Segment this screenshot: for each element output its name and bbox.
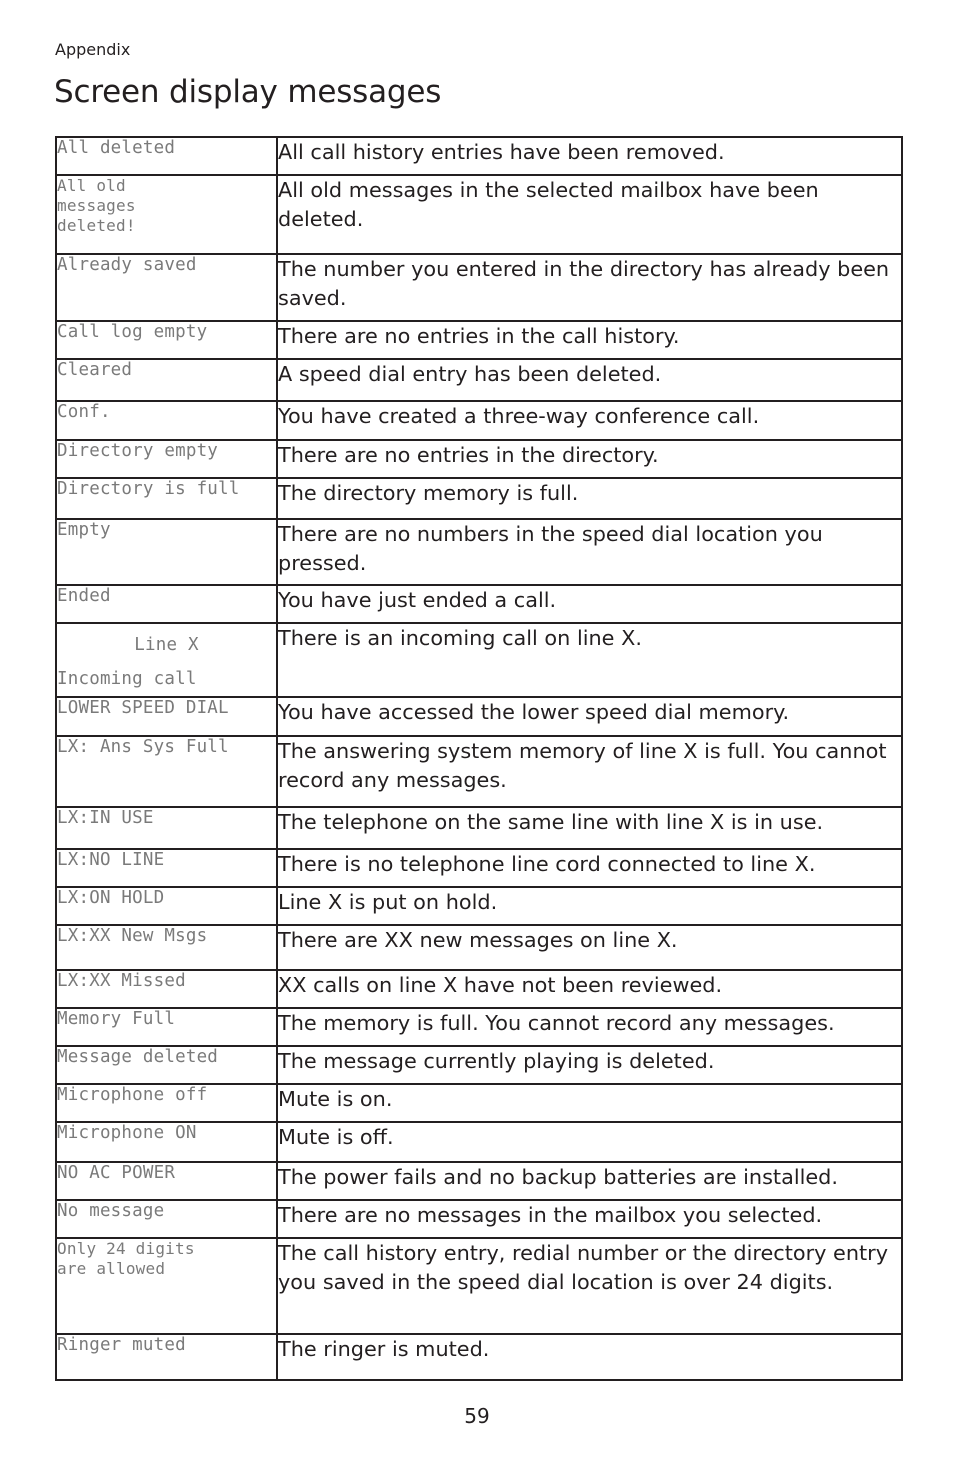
table-row (56, 623, 902, 697)
display-message: No message (56, 1200, 277, 1238)
display-message: LX:NO LINE (56, 849, 277, 887)
message-description: All old messages in the selected mailbox have been deleted. (277, 175, 902, 254)
table-row (56, 736, 902, 807)
section-label: Appendix (55, 40, 131, 59)
display-message: Empty (56, 519, 277, 585)
table-row (56, 440, 902, 478)
display-message: Conf. (56, 401, 277, 440)
message-description: XX calls on line X have not been reviewed. (277, 970, 902, 1008)
table-row (56, 175, 902, 254)
display-message: Only 24 digits are allowed (56, 1238, 277, 1334)
table-row (56, 321, 902, 359)
message-description: Mute is on. (277, 1084, 902, 1122)
display-message: LX: Ans Sys Full (56, 736, 277, 807)
display-message: LX:IN USE (56, 807, 277, 849)
message-description: The directory memory is full. (277, 478, 902, 519)
message-description: The number you entered in the directory has already been saved. (277, 254, 902, 321)
display-message: LX:ON HOLD (56, 887, 277, 925)
message-description: Line X is put on hold. (277, 887, 902, 925)
display-message: LX:XX Missed (56, 970, 277, 1008)
message-description: There are no messages in the mailbox you selected. (277, 1200, 902, 1238)
table-row (56, 401, 902, 440)
table-row (56, 1238, 902, 1334)
page-number: 59 (464, 1404, 490, 1428)
display-message: Ringer muted (56, 1334, 277, 1380)
display-message: Cleared (56, 359, 277, 401)
message-description: The answering system memory of line X is full. You cannot record any messages. (277, 736, 902, 807)
message-description: The call history entry, redial number or the directory entry you saved in the speed dial location is over 24 digits. (277, 1238, 902, 1334)
messages-table (55, 136, 903, 1381)
display-message-line: Incoming call (57, 669, 197, 689)
table-row (56, 1046, 902, 1084)
message-description: The memory is full. You cannot record any messages. (277, 1008, 902, 1046)
table-row (56, 585, 902, 623)
display-message: All old messages deleted! (56, 175, 277, 254)
table-row (56, 1334, 902, 1380)
message-description: There is an incoming call on line X. (277, 623, 902, 697)
message-description: The telephone on the same line with line X is in use. (277, 807, 902, 849)
message-description: All call history entries have been removed. (277, 137, 902, 175)
message-description: There is no telephone line cord connected to line X. (277, 849, 902, 887)
display-message: Memory Full (56, 1008, 277, 1046)
message-description: You have just ended a call. (277, 585, 902, 623)
display-message-line: Line X (134, 635, 199, 655)
page-title: Screen display messages (54, 74, 442, 110)
display-message: Directory is full (56, 478, 277, 519)
table-row (56, 807, 902, 849)
message-description: There are no entries in the directory. (277, 440, 902, 478)
message-description: You have accessed the lower speed dial memory. (277, 697, 902, 736)
display-message: Microphone off (56, 1084, 277, 1122)
message-description: There are no numbers in the speed dial location you pressed. (277, 519, 902, 585)
display-message: NO AC POWER (56, 1162, 277, 1200)
table-row (56, 1008, 902, 1046)
table-row (56, 849, 902, 887)
display-message: LX:XX New Msgs (56, 925, 277, 970)
message-description: A speed dial entry has been deleted. (277, 359, 902, 401)
table-row (56, 137, 902, 175)
table-row (56, 887, 902, 925)
table-row (56, 254, 902, 321)
table-row (56, 519, 902, 585)
table-row (56, 970, 902, 1008)
message-description: The message currently playing is deleted. (277, 1046, 902, 1084)
message-description: The power fails and no backup batteries are installed. (277, 1162, 902, 1200)
table-row (56, 1084, 902, 1122)
table-row (56, 1122, 902, 1162)
display-message: Already saved (56, 254, 277, 321)
table-row (56, 359, 902, 401)
table-row (56, 1200, 902, 1238)
display-message (56, 623, 277, 697)
display-message: Ended (56, 585, 277, 623)
message-description: There are no entries in the call history. (277, 321, 902, 359)
table-row (56, 1162, 902, 1200)
display-message: Message deleted (56, 1046, 277, 1084)
display-message: Call log empty (56, 321, 277, 359)
display-message: Microphone ON (56, 1122, 277, 1162)
message-description: There are XX new messages on line X. (277, 925, 902, 970)
table-row (56, 697, 902, 736)
message-description: You have created a three-way conference call. (277, 401, 902, 440)
display-message: LOWER SPEED DIAL (56, 697, 277, 736)
table-row (56, 925, 902, 970)
message-description: Mute is off. (277, 1122, 902, 1162)
table-row (56, 478, 902, 519)
display-message: All deleted (56, 137, 277, 175)
display-message: Directory empty (56, 440, 277, 478)
message-description: The ringer is muted. (277, 1334, 902, 1380)
